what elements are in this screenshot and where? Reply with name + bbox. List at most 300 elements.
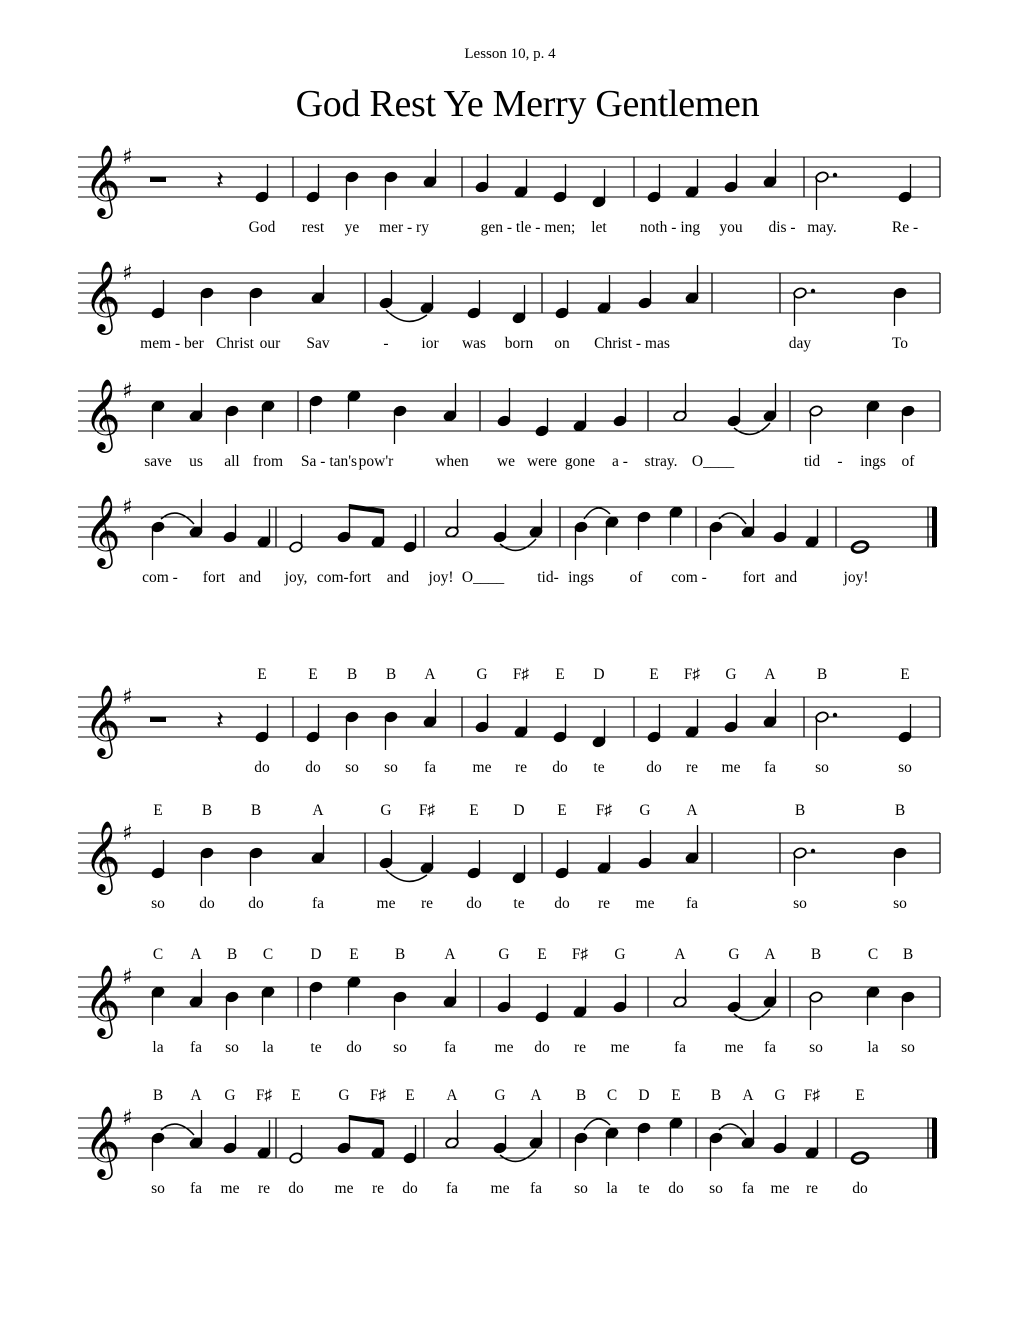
- note: [613, 388, 627, 427]
- solfege-syllable: do: [199, 895, 215, 912]
- note: [709, 1132, 723, 1171]
- note: [573, 979, 587, 1018]
- solfege-syllable: so: [151, 1180, 165, 1197]
- lyric-syllable: O____: [691, 453, 735, 470]
- treble-clef-icon: 𝄞: [84, 683, 121, 756]
- note-letter-name: A: [190, 946, 202, 963]
- note-letter-name: G: [725, 666, 737, 683]
- note-letter-name: F♯: [418, 802, 436, 819]
- solfege-syllable: fa: [311, 895, 325, 912]
- solfege-syllable: do: [852, 1180, 868, 1197]
- lyric-syllable: tid: [803, 453, 821, 470]
- solfege-system-staff: [78, 683, 940, 759]
- lyric-syllable: fort: [202, 569, 226, 586]
- note-letter-name: A: [764, 666, 776, 683]
- note: [445, 1110, 459, 1149]
- lyric-syllable: you: [719, 219, 743, 236]
- solfege-syllable: re: [257, 1180, 271, 1197]
- slur: [500, 539, 536, 550]
- solfege-syllable: me: [770, 1180, 790, 1197]
- solfege-syllable: do: [534, 1039, 550, 1056]
- solfege-syllable: do: [646, 759, 662, 776]
- solfege-syllable: re: [805, 1180, 819, 1197]
- page-header: Lesson 10, p. 4: [464, 46, 556, 62]
- solfege-syllable: so: [151, 895, 165, 912]
- lyric-syllable: com-fort: [316, 569, 372, 586]
- note: [379, 270, 393, 309]
- note: [866, 986, 880, 1025]
- lyric-system-staff: [78, 493, 937, 569]
- note: [809, 991, 823, 1030]
- note: [393, 405, 407, 444]
- lyric-syllable: joy!: [428, 569, 454, 586]
- note-letter-name: E: [855, 1087, 865, 1104]
- slur: [161, 513, 194, 524]
- note: [741, 1110, 755, 1149]
- note-letter-name: B: [394, 946, 406, 963]
- note: [901, 405, 915, 444]
- note: [529, 1110, 543, 1149]
- lyric-syllable: mer - ry: [379, 219, 429, 236]
- solfege-syllable: la: [152, 1039, 164, 1056]
- note: [815, 171, 837, 210]
- solfege-syllable: do: [552, 759, 568, 776]
- note: [514, 699, 528, 738]
- note-letter-name: F♯: [595, 802, 613, 819]
- solfege-syllable: fa: [685, 895, 699, 912]
- note: [337, 504, 351, 543]
- note: [898, 704, 912, 743]
- note-letter-name: G: [224, 1087, 236, 1104]
- note-letter-name: A: [424, 666, 436, 683]
- solfege-syllable: re: [597, 895, 611, 912]
- solfege-syllable: so: [901, 1039, 915, 1056]
- note-letter-name: C: [262, 946, 274, 963]
- note: [225, 991, 239, 1030]
- solfege-syllable: so: [893, 895, 907, 912]
- note: [493, 1115, 507, 1154]
- note-letter-name: A: [444, 946, 456, 963]
- note-letter-name: E: [291, 1087, 301, 1104]
- solfege-system-staff: [78, 1104, 937, 1180]
- note: [257, 1120, 271, 1159]
- note: [866, 400, 880, 439]
- note: [673, 383, 687, 422]
- note: [605, 516, 619, 555]
- note-letter-name: D: [638, 1087, 650, 1104]
- note: [553, 704, 567, 743]
- note-letter-name: A: [674, 946, 686, 963]
- solfege-syllable: re: [420, 895, 434, 912]
- note-letter-name: B: [810, 946, 822, 963]
- lyric-syllable: com -: [671, 569, 707, 586]
- note: [901, 991, 915, 1030]
- note: [497, 974, 511, 1013]
- note: [151, 521, 165, 560]
- note: [423, 149, 437, 188]
- lyric-syllable: let: [591, 219, 607, 236]
- solfege-syllable: do: [288, 1180, 304, 1197]
- note: [384, 171, 398, 210]
- solfege-syllable: so: [574, 1180, 588, 1197]
- solfege-syllable: te: [638, 1180, 650, 1197]
- solfege-syllable: fa: [529, 1180, 543, 1197]
- note: [289, 1125, 303, 1164]
- solfege-syllable: re: [685, 759, 699, 776]
- note-letter-name: B: [201, 802, 213, 819]
- solfege-syllable: do: [466, 895, 482, 912]
- note: [337, 1115, 351, 1154]
- note-letter-name: D: [513, 802, 525, 819]
- treble-clef-icon: 𝄞: [84, 143, 121, 216]
- note-letter-name: B: [710, 1087, 722, 1104]
- solfege-syllable: me: [220, 1180, 240, 1197]
- note-letter-name: E: [671, 1087, 681, 1104]
- slur: [734, 423, 770, 434]
- note-letter-name: E: [308, 666, 318, 683]
- lyric-syllable: ings: [860, 453, 886, 470]
- note: [151, 280, 165, 319]
- note: [443, 969, 457, 1008]
- note: [420, 275, 434, 314]
- note: [763, 689, 777, 728]
- lyric-syllable: born: [504, 335, 534, 352]
- note-letter-name: G: [728, 946, 740, 963]
- note-letter-name: B: [816, 666, 828, 683]
- lyric-syllable: all: [224, 453, 240, 470]
- solfege-syllable: me: [724, 1039, 744, 1056]
- lyric-syllable: pow'r: [358, 453, 394, 470]
- note-letter-name: C: [606, 1087, 618, 1104]
- note: [637, 511, 651, 550]
- dot: [811, 849, 815, 853]
- solfege-syllable: te: [310, 1039, 322, 1056]
- lyric-syllable: Sav: [306, 335, 330, 352]
- note: [497, 388, 511, 427]
- note: [805, 1120, 819, 1159]
- solfege-syllable: me: [610, 1039, 630, 1056]
- note: [189, 969, 203, 1008]
- solfege-syllable: te: [593, 759, 605, 776]
- note: [255, 164, 269, 203]
- lyric-syllable: ior: [421, 335, 439, 352]
- note: [773, 504, 787, 543]
- note-letter-name: E: [557, 802, 567, 819]
- lyric-syllable: -: [383, 335, 389, 352]
- key-signature-sharp: ♯: [122, 379, 133, 404]
- solfege-syllable: so: [225, 1039, 239, 1056]
- note-letter-name: G: [774, 1087, 786, 1104]
- solfege-syllable: te: [513, 895, 525, 912]
- note-letter-name: C: [152, 946, 164, 963]
- solfege-syllable: me: [721, 759, 741, 776]
- note: [763, 383, 777, 422]
- note: [893, 287, 907, 326]
- lyric-syllable: of: [901, 453, 915, 470]
- note: [189, 1110, 203, 1149]
- note: [420, 835, 434, 874]
- key-signature-sharp: ♯: [122, 145, 133, 170]
- note: [393, 991, 407, 1030]
- lyric-syllable: Re -: [891, 219, 919, 236]
- note: [189, 499, 203, 538]
- note: [555, 840, 569, 879]
- lyric-syllable: dis -: [768, 219, 796, 236]
- solfege-syllable: so: [898, 759, 912, 776]
- note: [773, 1115, 787, 1154]
- lyric-syllable: O____: [461, 569, 505, 586]
- note-letter-name: A: [530, 1087, 542, 1104]
- lyric-syllable: on: [554, 335, 570, 352]
- note-letter-name: E: [153, 802, 163, 819]
- solfege-syllable: do: [254, 759, 270, 776]
- note-letter-name: E: [537, 946, 547, 963]
- note: [763, 969, 777, 1008]
- lyric-syllable: we: [496, 453, 516, 470]
- note: [709, 521, 723, 560]
- note: [647, 164, 661, 203]
- key-signature-sharp: ♯: [122, 821, 133, 846]
- note-letter-name: F♯: [369, 1087, 387, 1104]
- note: [669, 1117, 683, 1156]
- note-letter-name: E: [555, 666, 565, 683]
- note: [613, 974, 627, 1013]
- note: [189, 383, 203, 422]
- note: [647, 704, 661, 743]
- solfege-syllable: fa: [189, 1039, 203, 1056]
- solfege-syllable: do: [346, 1039, 362, 1056]
- note-letter-name: B: [385, 666, 397, 683]
- note: [403, 1125, 417, 1164]
- lyric-syllable: day: [788, 335, 812, 352]
- slur: [161, 1124, 194, 1135]
- beam: [350, 504, 384, 514]
- lyric-syllable: when: [435, 453, 469, 470]
- note-letter-name: A: [686, 802, 698, 819]
- note: [805, 509, 819, 548]
- solfege-syllable: re: [371, 1180, 385, 1197]
- note: [403, 514, 417, 553]
- treble-clef-icon: 𝄞: [84, 819, 121, 892]
- lyric-syllable: was: [461, 335, 487, 352]
- note: [514, 159, 528, 198]
- note: [809, 405, 823, 444]
- note-letter-name: C: [867, 946, 879, 963]
- note-letter-name: A: [764, 946, 776, 963]
- solfege-syllable: re: [514, 759, 528, 776]
- note: [638, 830, 652, 869]
- dot: [833, 713, 837, 717]
- note-letter-name: G: [498, 946, 510, 963]
- solfege-syllable: do: [402, 1180, 418, 1197]
- note: [573, 393, 587, 432]
- note: [553, 164, 567, 203]
- note: [345, 171, 359, 210]
- key-signature-sharp: ♯: [122, 1106, 133, 1131]
- note: [371, 1120, 385, 1159]
- note: [475, 154, 489, 193]
- note-letter-name: E: [405, 1087, 415, 1104]
- solfege-syllable: do: [305, 759, 321, 776]
- note: [685, 159, 699, 198]
- note: [311, 265, 325, 304]
- note-letter-name: G: [639, 802, 651, 819]
- note: [225, 405, 239, 444]
- key-signature-sharp: ♯: [122, 261, 133, 286]
- note-letter-name: G: [338, 1087, 350, 1104]
- note: [223, 504, 237, 543]
- note: [493, 504, 507, 543]
- solfege-syllable: fa: [423, 759, 437, 776]
- note-letter-name: F♯: [255, 1087, 273, 1104]
- solfege-syllable: la: [606, 1180, 618, 1197]
- lyric-syllable: com -: [142, 569, 178, 586]
- lyric-syllable: To: [891, 335, 909, 352]
- slur: [386, 870, 427, 881]
- note-letter-name: A: [446, 1087, 458, 1104]
- solfege-syllable: do: [248, 895, 264, 912]
- solfege-syllable: so: [793, 895, 807, 912]
- note: [347, 976, 361, 1015]
- note: [669, 506, 683, 545]
- note: [289, 514, 303, 553]
- note-letter-name: B: [894, 802, 906, 819]
- note: [529, 499, 543, 538]
- note-letter-name: F♯: [512, 666, 530, 683]
- treble-clef-icon: 𝄞: [84, 377, 121, 450]
- note: [605, 1127, 619, 1166]
- note: [200, 847, 214, 886]
- solfege-syllable: so: [815, 759, 829, 776]
- lyric-syllable: gen - tle - men;: [480, 219, 576, 236]
- lyric-syllable: fort: [742, 569, 766, 586]
- lyric-syllable: noth - ing: [639, 219, 701, 236]
- note: [306, 704, 320, 743]
- note: [423, 689, 437, 728]
- lyric-syllable: were: [526, 453, 558, 470]
- note: [638, 270, 652, 309]
- note: [574, 521, 588, 560]
- note: [151, 1132, 165, 1171]
- note-letter-name: D: [593, 666, 605, 683]
- note: [223, 1115, 237, 1154]
- solfege-syllable: me: [635, 895, 655, 912]
- treble-clef-icon: 𝄞: [84, 493, 121, 566]
- lyric-syllable: Sa - tan's: [300, 453, 358, 470]
- lyric-syllable: from: [252, 453, 284, 470]
- note: [309, 981, 323, 1020]
- lyric-syllable: God: [248, 219, 276, 236]
- note: [724, 154, 738, 193]
- dot: [811, 289, 815, 293]
- quarter-rest-icon: 𝄽: [216, 166, 224, 196]
- lyric-syllable: ings: [568, 569, 594, 586]
- lyric-syllable: gone: [564, 453, 596, 470]
- note: [535, 398, 549, 437]
- note: [151, 840, 165, 879]
- note-letter-name: A: [742, 1087, 754, 1104]
- lyric-syllable: -: [837, 453, 843, 470]
- note: [306, 164, 320, 203]
- note: [727, 388, 741, 427]
- solfege-syllable: me: [334, 1180, 354, 1197]
- solfege-syllable: fa: [189, 1180, 203, 1197]
- note: [727, 974, 741, 1013]
- lyric-syllable: joy!: [843, 569, 869, 586]
- solfege-syllable: la: [867, 1039, 879, 1056]
- note-letter-name: B: [152, 1087, 164, 1104]
- note: [151, 400, 165, 439]
- solfege-syllable: fa: [443, 1039, 457, 1056]
- solfege-system-staff: [78, 819, 940, 895]
- note-letter-name: B: [346, 666, 358, 683]
- song-title: God Rest Ye Merry Gentlemen: [295, 83, 760, 125]
- lyric-syllable: tid-: [537, 569, 559, 586]
- half-rest-icon: [150, 177, 166, 182]
- lyric-syllable: may.: [807, 219, 837, 236]
- solfege-syllable: so: [384, 759, 398, 776]
- note: [741, 499, 755, 538]
- note-letter-name: A: [312, 802, 324, 819]
- note: [555, 280, 569, 319]
- solfege-system-staff: [78, 963, 940, 1039]
- lyric-syllable: us: [189, 453, 203, 470]
- treble-clef-icon: 𝄞: [84, 259, 121, 332]
- solfege-syllable: re: [573, 1039, 587, 1056]
- note-letter-name: E: [469, 802, 479, 819]
- note: [597, 835, 611, 874]
- note: [793, 287, 815, 326]
- note: [261, 400, 275, 439]
- note-letter-name: F♯: [571, 946, 589, 963]
- note: [467, 840, 481, 879]
- key-signature-sharp: ♯: [122, 965, 133, 990]
- note: [512, 845, 526, 884]
- lyric-syllable: mem - ber: [140, 335, 204, 352]
- note: [793, 847, 815, 886]
- note: [347, 390, 361, 429]
- lyric-syllable: a -: [612, 453, 628, 470]
- final-barline: [932, 507, 937, 547]
- treble-clef-icon: 𝄞: [84, 963, 121, 1036]
- lyric-syllable: ye: [344, 219, 360, 236]
- note-letter-name: A: [190, 1087, 202, 1104]
- final-barline: [932, 1118, 937, 1158]
- note: [475, 694, 489, 733]
- lyric-syllable: save: [144, 453, 172, 470]
- solfege-syllable: fa: [673, 1039, 687, 1056]
- note-letter-name: E: [900, 666, 910, 683]
- solfege-syllable: me: [494, 1039, 514, 1056]
- note: [257, 509, 271, 548]
- solfege-syllable: me: [376, 895, 396, 912]
- lyric-syllable: and: [238, 569, 262, 586]
- note-letter-name: B: [250, 802, 262, 819]
- lyric-syllable: stray.: [644, 453, 678, 470]
- note-letter-name: G: [476, 666, 488, 683]
- note: [443, 383, 457, 422]
- note: [574, 1132, 588, 1171]
- slur: [386, 310, 427, 321]
- note: [379, 830, 393, 869]
- slur: [734, 1009, 770, 1020]
- lyric-syllable: joy,: [284, 569, 308, 586]
- note: [535, 984, 549, 1023]
- note-letter-name: B: [794, 802, 806, 819]
- treble-clef-icon: 𝄞: [84, 1104, 121, 1177]
- note: [249, 847, 263, 886]
- beam: [350, 1115, 384, 1125]
